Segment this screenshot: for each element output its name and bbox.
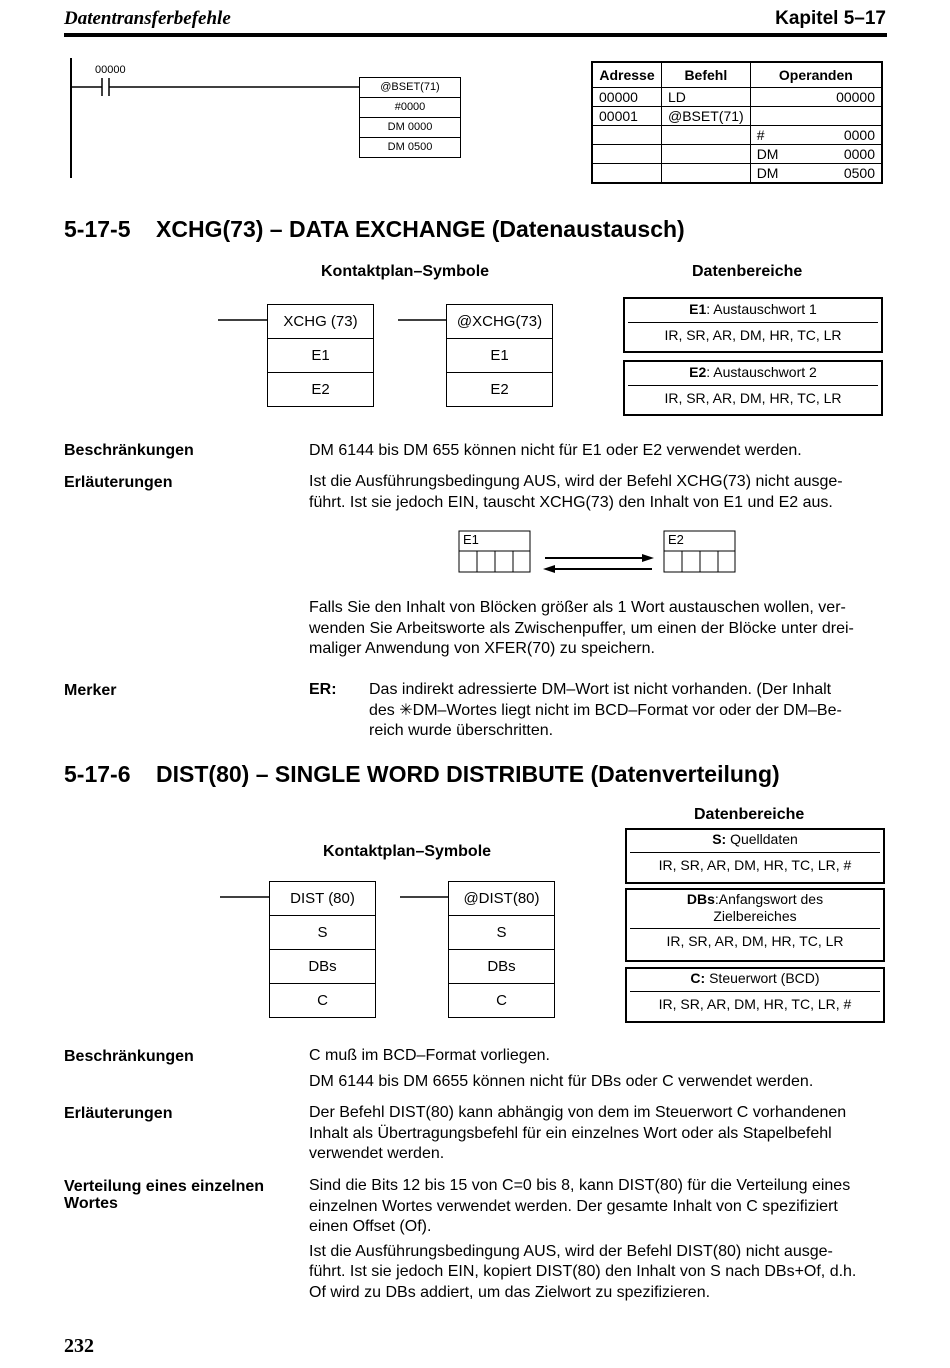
table-cell: LD: [662, 88, 751, 107]
area-desc: Steuerwort (BCD): [705, 970, 820, 986]
running-header-title: Datentransferbefehle: [64, 8, 231, 29]
explanations-label: Erläuterungen: [64, 1105, 173, 1122]
area-desc-2: Zielbereiches: [713, 908, 797, 924]
text-line: einzelnen Wortes verwendet werden. Der gesamte Inhalt von C spezifiziert: [309, 1197, 838, 1215]
area-list: IR, SR, AR, DM, HR, TC, LR, #: [630, 991, 880, 1012]
area-desc: : Austauschwort 1: [706, 301, 817, 317]
restrictions-text-2: DM 6144 bis DM 6655 können nicht für DBs oder C verwendet werden.: [309, 1073, 814, 1090]
table-cell: [662, 145, 751, 164]
table-cell: 00000: [592, 88, 662, 107]
area-name: DBs: [686, 891, 715, 907]
single-word-text: [309, 1176, 909, 1303]
symbol-operand-e2: E2: [268, 372, 373, 406]
text-line: Inhalt als Übertragungsbefehl für ein einzelnes Wort oder als Stapelbefehl: [309, 1124, 832, 1142]
table-row: [592, 145, 882, 164]
table-cell: @BSET(71): [662, 107, 751, 126]
table-row: [592, 107, 882, 126]
top-instruction-block: [359, 77, 461, 158]
explanations-label: Erläuterungen: [64, 474, 173, 491]
table-cell: [662, 164, 751, 184]
xchg-symbol: [267, 304, 374, 407]
single-word-label: [64, 1178, 264, 1212]
top-instr-op2: DM 0000: [360, 117, 460, 137]
table-header-row: [592, 62, 882, 88]
restrictions-label: Beschränkungen: [64, 1048, 194, 1065]
table-cell: 0500: [808, 164, 882, 184]
area-name: E2: [689, 364, 707, 380]
ladder-symbols-heading: Kontaktplan–Symbole: [323, 843, 492, 860]
text-line: führt. Ist sie jedoch EIN, kopiert DIST(80) den Inhalt von S nach DBs+Of, d.h.: [309, 1263, 857, 1280]
er-flag-text: [369, 680, 889, 742]
symbol-operand-c: C: [449, 983, 554, 1017]
col-header-operands: Operanden: [750, 62, 882, 88]
top-instr-op1: #0000: [360, 97, 460, 117]
table-row: [592, 126, 882, 145]
restrictions-text-1: C muß im BCD–Format vorliegen.: [309, 1047, 550, 1064]
table-cell: 00001: [592, 107, 662, 126]
text-line: maliger Anwendung von XFER(70) zu speichern.: [309, 640, 655, 657]
table-cell: [592, 145, 662, 164]
symbol-operand-e1: E1: [447, 338, 552, 372]
text-line: verwendet werden.: [309, 1145, 445, 1162]
area-list: IR, SR, AR, DM, HR, TC, LR: [630, 928, 880, 949]
area-name: E1: [689, 301, 707, 317]
symbol-operand-s: S: [449, 915, 554, 949]
table-cell: [592, 164, 662, 184]
text-line: reich wurde überschritten.: [369, 722, 554, 739]
diagram-label-e2: E2: [668, 532, 684, 547]
dist-symbol: [269, 881, 376, 1018]
section-title-dist: 5-17-6 DIST(80) – SINGLE WORD DISTRIBUTE (Datenverteilung): [64, 761, 780, 787]
area-name: C:: [690, 970, 706, 986]
header-rule: [64, 33, 887, 37]
symbol-operand-e1: E1: [268, 338, 373, 372]
page-number: 232: [64, 1335, 94, 1357]
exchange-diagram: [458, 530, 738, 575]
text-line: Das indirekt adressierte DM–Wort ist nicht vorhanden. (Der Inhalt: [369, 681, 832, 698]
text-line: Falls Sie den Inhalt von Blöcken größer als 1 Wort austauschen wollen, ver-: [309, 599, 846, 616]
explanations-text: [309, 472, 889, 513]
table-cell: [750, 107, 882, 126]
area-list: IR, SR, AR, DM, HR, TC, LR: [628, 385, 878, 406]
top-contact-address: 00000: [95, 64, 126, 76]
text-line: führt. Ist sie jedoch EIN, tauscht XCHG(73) den Inhalt von E1 und E2 aus.: [309, 493, 833, 511]
top-instr-op3: DM 0500: [360, 137, 460, 157]
er-flag-label: ER:: [309, 681, 337, 698]
symbol-operand-dbs: DBs: [270, 949, 375, 983]
text-line: des ✳DM–Wortes liegt nicht im BCD–Format vor oder der DM–Be-: [369, 701, 842, 719]
text-line: wenden Sie Arbeitsworte als Zwischenpuffer, um einen der Blöcke unter drei-: [309, 619, 854, 637]
table-cell: 00000: [750, 88, 882, 107]
table-cell: 0000: [808, 126, 882, 145]
section-title-xchg: 5-17-5 XCHG(73) – DATA EXCHANGE (Datenaustausch): [64, 216, 685, 242]
table-cell: DM: [750, 164, 808, 184]
flags-label: Merker: [64, 682, 117, 699]
restrictions-label: Beschränkungen: [64, 442, 194, 459]
data-area-c: [625, 967, 885, 1023]
text-line: Sind die Bits 12 bis 15 von C=0 bis 8, kann DIST(80) für die Verteilung eines: [309, 1177, 851, 1194]
label-line: Verteilung eines einzelnen: [64, 1178, 265, 1195]
table-row: [592, 164, 882, 184]
area-list: IR, SR, AR, DM, HR, TC, LR: [628, 322, 878, 343]
symbol-operand-c: C: [270, 983, 375, 1017]
col-header-instruction: Befehl: [662, 62, 751, 88]
table-cell: [592, 126, 662, 145]
symbol-name: XCHG (73): [283, 313, 358, 330]
area-desc: : Austauschwort 2: [706, 364, 817, 380]
text-line: Der Befehl DIST(80) kann abhängig von dem im Steuerwort C vorhandenen: [309, 1104, 847, 1121]
area-desc: Quelldaten: [726, 831, 798, 847]
table-cell: [662, 126, 751, 145]
table-cell: 0000: [808, 145, 882, 164]
area-name: S:: [712, 831, 727, 847]
text-line: Ist die Ausführungsbedingung AUS, wird der Befehl XCHG(73) nicht ausge-: [309, 473, 843, 490]
symbol-operand-dbs: DBs: [449, 949, 554, 983]
data-area-e2: [623, 360, 883, 416]
symbol-name: @XCHG(73): [456, 313, 543, 330]
data-areas-heading: Datenbereiche: [692, 263, 803, 280]
running-header-chapter: Kapitel 5–17: [775, 8, 886, 29]
text-line: einen Offset (Of).: [309, 1218, 432, 1235]
col-header-address: Adresse: [592, 62, 662, 88]
top-instr-name: @BSET(71): [380, 81, 440, 93]
symbol-operand-e2: E2: [447, 372, 552, 406]
restrictions-text: DM 6144 bis DM 655 können nicht für E1 oder E2 verwendet werden.: [309, 442, 802, 459]
symbol-name: @DIST(80): [463, 890, 540, 907]
explanations-text: [309, 1103, 899, 1165]
block-exchange-paragraph: [309, 598, 899, 660]
symbol-operand-s: S: [270, 915, 375, 949]
data-area-dbs: [625, 888, 885, 962]
table-cell: DM: [750, 145, 808, 164]
data-areas-heading: Datenbereiche: [694, 806, 805, 823]
symbol-name: DIST (80): [290, 890, 355, 907]
label-line: Wortes: [64, 1195, 118, 1212]
xchg-diff-symbol: [446, 304, 553, 407]
table-row: [592, 88, 882, 107]
text-line: Of wird zu DBs addiert, um das Zielwort zu spezifizieren.: [309, 1283, 711, 1301]
ladder-symbols-heading: Kontaktplan–Symbole: [321, 263, 490, 280]
data-area-s: [625, 828, 885, 884]
dist-diff-symbol: [448, 881, 555, 1018]
area-desc: :Anfangswort des: [714, 891, 824, 907]
text-line: Ist die Ausführungsbedingung AUS, wird der Befehl DIST(80) nicht ausge-: [309, 1242, 833, 1260]
area-list: IR, SR, AR, DM, HR, TC, LR, #: [630, 852, 880, 873]
table-cell: #: [750, 126, 808, 145]
mnemonic-table: [591, 61, 883, 184]
diagram-label-e1: E1: [463, 532, 479, 547]
data-area-e1: [623, 297, 883, 353]
